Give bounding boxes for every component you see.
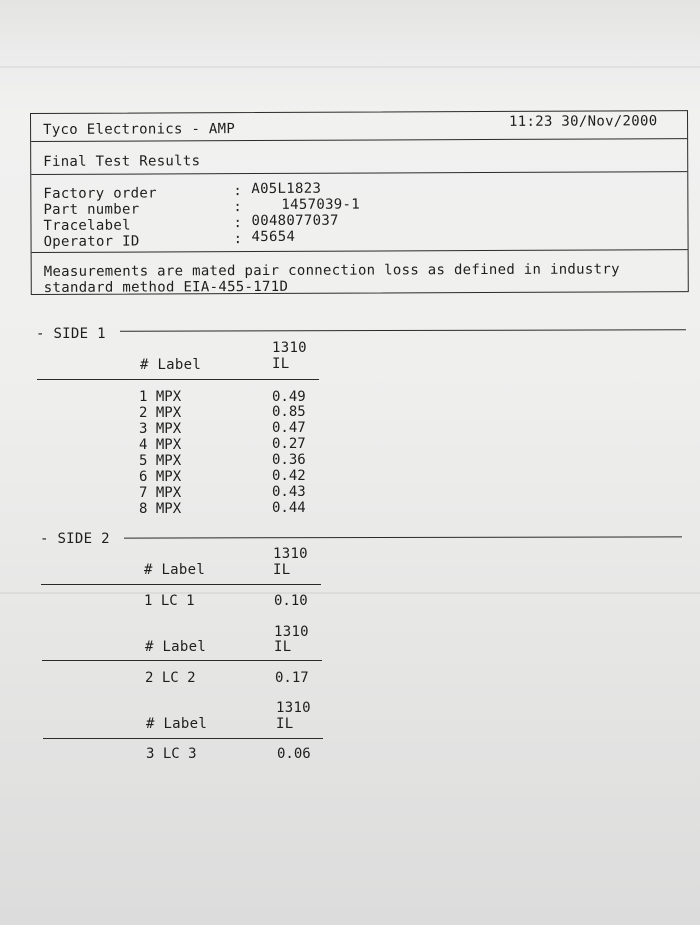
info-label-factory-order: Factory order (43, 185, 157, 202)
table-cell-il: 0.27 (272, 436, 306, 452)
info-colon: : (233, 231, 243, 248)
side2-col-il: IL (273, 562, 291, 578)
side2-col-wavelength: 1310 (276, 700, 311, 716)
table-cell-il: 0.44 (272, 500, 306, 516)
table-cell-il: 0.06 (277, 746, 311, 762)
table-cell-il: 0.43 (272, 484, 306, 500)
info-colon: : (233, 215, 243, 232)
table-cell-il: 0.85 (272, 404, 306, 420)
side2-header-rule (43, 738, 323, 739)
table-cell-il: 0.49 (272, 389, 306, 405)
side2-rule (124, 536, 682, 538)
side2-col-label: # Label (146, 716, 208, 732)
table-row: 5 MPX (139, 453, 182, 469)
table-cell-il: 0.10 (274, 593, 308, 609)
side2-col-label: # Label (144, 562, 206, 578)
side1-header-rule (37, 379, 319, 380)
side1-rule (120, 329, 686, 331)
header-box (30, 110, 689, 295)
side2-col-wavelength: 1310 (273, 546, 308, 562)
company-name: Tyco Electronics - AMP (43, 121, 236, 138)
side2-col-wavelength: 1310 (274, 624, 309, 640)
paper-fold (0, 592, 700, 594)
table-row: 4 MPX (139, 437, 182, 453)
side2-col-il: IL (276, 716, 294, 732)
info-label-part-number: Part number (43, 201, 140, 218)
side2-col-il: IL (274, 639, 292, 655)
info-colon: : (233, 199, 243, 216)
info-value-part-number: 1457039-1 (281, 196, 361, 213)
table-row: 2 MPX (139, 405, 182, 421)
table-cell-il: 0.42 (272, 468, 306, 484)
table-cell-il: 0.17 (275, 670, 309, 686)
side1-col-wavelength: 1310 (272, 340, 307, 356)
table-row: 2 LC 2 (145, 670, 196, 686)
info-value-factory-order: A05L1823 (251, 180, 322, 198)
table-row: 1 MPX (139, 389, 182, 405)
note-line-1: Measurements are mated pair connection loss as defined in industry (43, 261, 620, 280)
table-row: 1 LC 1 (144, 593, 195, 609)
table-cell-il: 0.36 (272, 452, 306, 468)
divider (32, 249, 688, 253)
info-colon: : (233, 183, 243, 200)
divider (31, 171, 687, 175)
side1-col-il: IL (272, 356, 290, 372)
info-value-operator-id: 45654 (251, 228, 296, 246)
paper-fold (0, 66, 700, 68)
info-label-tracelabel: Tracelabel (43, 217, 131, 234)
info-value-tracelabel: 0048077037 (251, 212, 339, 230)
side2-title: - SIDE 2 (40, 531, 110, 547)
table-row: 8 MPX (139, 501, 182, 517)
table-row: 3 MPX (139, 421, 182, 437)
side2-header-rule (42, 660, 322, 661)
report-title: Final Test Results (43, 153, 201, 170)
side1-title: - SIDE 1 (36, 326, 106, 342)
info-label-operator-id: Operator ID (43, 233, 140, 250)
table-row: 7 MPX (139, 485, 182, 501)
note-line-2: standard method EIA-455-171D (43, 278, 289, 296)
timestamp: 11:23 30/Nov/2000 (509, 113, 658, 130)
table-row: 3 LC 3 (146, 746, 197, 762)
side1-col-label: # Label (140, 357, 202, 373)
table-row: 6 MPX (139, 469, 182, 485)
table-cell-il: 0.47 (272, 420, 306, 436)
side2-header-rule (41, 584, 321, 585)
side2-col-label: # Label (145, 639, 207, 655)
divider (31, 138, 687, 142)
